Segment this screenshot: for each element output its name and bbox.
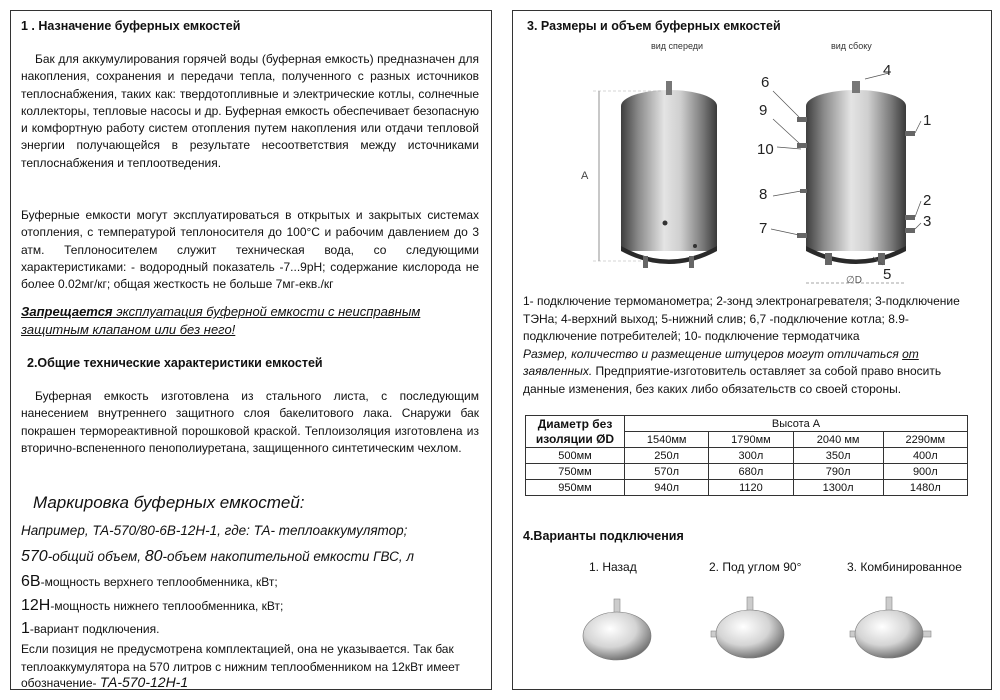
callout-3: 3 <box>923 213 932 230</box>
table-head-line2: изоляции ØD <box>535 431 615 446</box>
table-cell: 750мм <box>526 464 625 480</box>
table-cell: 300л <box>709 448 793 464</box>
port-7 <box>797 233 807 238</box>
callout-6: 6 <box>761 74 770 91</box>
section2-title: 2.Общие технические характеристики емкостей <box>27 356 323 370</box>
table-cell: 500мм <box>526 448 625 464</box>
marking-note2-label: обозначение- <box>21 676 100 690</box>
marking-line2-big: 6В <box>21 573 41 590</box>
table-row <box>526 464 968 480</box>
table-cell: 1480л <box>883 480 967 496</box>
leader-7 <box>771 229 799 235</box>
table-head-line1: Диаметр без <box>537 416 613 431</box>
leader-8 <box>773 191 801 196</box>
callout-10: 10 <box>757 141 774 158</box>
table-cell: 950мм <box>526 480 625 496</box>
callout-2: 2 <box>923 192 932 209</box>
front-port <box>663 221 668 226</box>
right-panel <box>512 10 992 690</box>
legend <box>523 293 981 398</box>
side-leg-right <box>878 253 885 265</box>
callout-4: 4 <box>883 62 892 79</box>
table-cell: 790л <box>793 464 883 480</box>
marking-line1-big: 570 <box>21 548 48 565</box>
marking-line3-rest: -мощность нижнего теплообменника, кВт; <box>50 599 284 613</box>
section1-para1: Бак для аккумулирования горячей воды (буферная емкость) предназначен для накопления, сохранения и передачи тепла, полученного с разных источников теплоснабжения, таких как: твердотопливные и электрические котлы, солнечные коллекторы, тепловые насосы и др. Буферная емкость обеспечивает безопасную и комфортную работу систем отопления путем накопления или отдачи тепловой энергии получающейся в результате несоответствия между источниками теплоснабжения и теплоотведения. <box>21 52 479 170</box>
marking-line4 <box>21 620 159 638</box>
callout-7: 7 <box>759 220 768 237</box>
legend-italic: Размер, количество и размещение штуцеров могут отличаться <box>523 346 903 361</box>
view-side-label: вид сбоку <box>831 41 872 51</box>
table-head-diameter <box>526 416 625 448</box>
port-1 <box>905 131 915 136</box>
side-tank <box>797 81 915 265</box>
table-height-3: 2290мм <box>883 432 967 448</box>
front-leg-right <box>689 256 694 268</box>
marking-line3-big: 12Н <box>21 597 51 614</box>
marking-note: Если позиция не предусмотрена комплектацией, она не указывается. Так бак теплоаккумулятора на 570 литров с нижним теплообменником на 12кВт имеет <box>21 642 460 674</box>
variant-2-icon <box>711 597 784 658</box>
legend-text: 1- подключение термоманометра; 2-зонд электронагревателя; 3-подключение ТЭНа; 4-верхний выход; 5-нижний слив; 6,7 -подключение котла; 8.9-подключение потребителей; 10- подключение термодатчика <box>523 294 960 343</box>
marking-note2-code: ТА-570-12Н-1 <box>99 674 189 690</box>
marking-line1-rest2: -объем накопительной емкости ГВС, л <box>162 549 415 564</box>
table-row <box>526 480 968 496</box>
table-cell: 250л <box>625 448 709 464</box>
marking-line4-rest: -вариант подключения. <box>29 622 160 636</box>
marking-line2 <box>21 573 278 591</box>
warning-text <box>21 303 441 339</box>
callout-9: 9 <box>759 102 768 119</box>
section4-title: 4.Варианты подключения <box>523 529 684 543</box>
variant-3-label: 3. Комбинированное <box>847 560 962 574</box>
marking-line2-rest: -мощность верхнего теплообменника, кВт; <box>40 575 278 589</box>
table-cell: 400л <box>883 448 967 464</box>
warning-bold: Запрещается <box>21 304 113 319</box>
leader-9 <box>773 119 799 143</box>
section1-para2: Буферные емкости могут эксплуатироваться в открытых и закрытых системах отопления, с температурой теплоносителя до 100°С и рабочим давлением до 3 атм. Теплоносителем служит техническая вода, со следующими характеристиками: - водородный показатель -7...9рН; содержание кислорода не более 0.02мг/кг; общая жесткость не больше 7мг-екв./кг <box>21 208 479 292</box>
tank-drawing <box>513 51 993 291</box>
callout-5: 5 <box>883 266 892 283</box>
legend-rest: Предприятие-изготовитель оставляет за собой право вносить данные изменения, без каких либо обязательств со своей стороны. <box>523 364 942 396</box>
front-tank-body <box>621 106 717 251</box>
marking-example: Например, ТА-570/80-6В-12Н-1, где: ТА- теплоаккумулятор; <box>21 523 408 538</box>
table-height-2: 2040 мм <box>793 432 883 448</box>
front-tank <box>621 81 717 268</box>
callout-8: 8 <box>759 186 768 203</box>
table-head-height: Высота А <box>625 416 968 432</box>
section1-title: 1 . Назначение буферных емкостей <box>21 19 241 33</box>
side-tank-top <box>806 90 906 122</box>
port-8 <box>800 189 807 193</box>
marking-line1-big2: 80 <box>144 548 163 565</box>
legend-italic2: заявленных. <box>523 364 593 378</box>
section2-para: Буферная емкость изготовлена из стального листа, с последующим нанесением внутреннего защитного слоя бакелитового лака. Снаружи бак покрашен термореактивной порошковой краской. Теплоизоляция изготовлена из вторично-вспененного пенополиуретана, защищенного синтетическим чехлом. <box>21 389 479 455</box>
variant-1-label: 1. Назад <box>589 560 637 574</box>
view-front-label: вид спереди <box>651 41 704 51</box>
side-leg-left <box>825 253 832 265</box>
marking-line4-big: 1 <box>21 620 30 637</box>
warning-rest: эксплуатация буферной емкости с неисправным защитным клапаном или без него! <box>21 304 421 337</box>
variant-2-label: 2. Под углом 90° <box>709 560 802 574</box>
table-cell: 1120 <box>709 480 793 496</box>
marking-line1-rest: -общий объем, <box>47 549 145 564</box>
side-tank-body <box>806 106 906 251</box>
leader-2 <box>915 201 921 217</box>
port-9 <box>797 143 807 148</box>
variant-3-icon <box>850 597 931 658</box>
section3-title: 3. Размеры и объем буферных емкостей <box>527 19 781 33</box>
front-drain <box>693 244 697 248</box>
connection-variants-drawing <box>513 589 993 679</box>
variant-1-icon <box>583 599 651 660</box>
marking-title: Маркировка буферных емкостей: <box>33 493 305 512</box>
port-2 <box>905 215 915 220</box>
front-leg-left <box>643 256 648 268</box>
side-top-nozzle <box>852 81 860 93</box>
dim-d-label: ∅D <box>846 275 862 286</box>
dim-a-label: A <box>581 170 589 182</box>
table-cell: 350л <box>793 448 883 464</box>
table-cell: 940л <box>625 480 709 496</box>
port-6 <box>797 117 807 122</box>
legend-italic-underlined: от <box>902 346 919 361</box>
marking-note2 <box>21 674 188 690</box>
leader-6 <box>773 91 799 117</box>
table-row <box>526 448 968 464</box>
leader-3 <box>915 223 921 229</box>
leader-1 <box>915 121 921 133</box>
marking-line1 <box>21 548 414 566</box>
port-3 <box>905 228 915 233</box>
table-cell: 900л <box>883 464 967 480</box>
marking-line3 <box>21 597 283 615</box>
table-height-1: 1790мм <box>709 432 793 448</box>
front-top-nozzle <box>666 81 672 95</box>
table-cell: 680л <box>709 464 793 480</box>
table-cell: 570л <box>625 464 709 480</box>
callout-1: 1 <box>923 112 932 129</box>
table-cell: 1300л <box>793 480 883 496</box>
left-panel <box>10 10 492 690</box>
table-height-0: 1540мм <box>625 432 709 448</box>
dimensions-table <box>525 415 968 496</box>
